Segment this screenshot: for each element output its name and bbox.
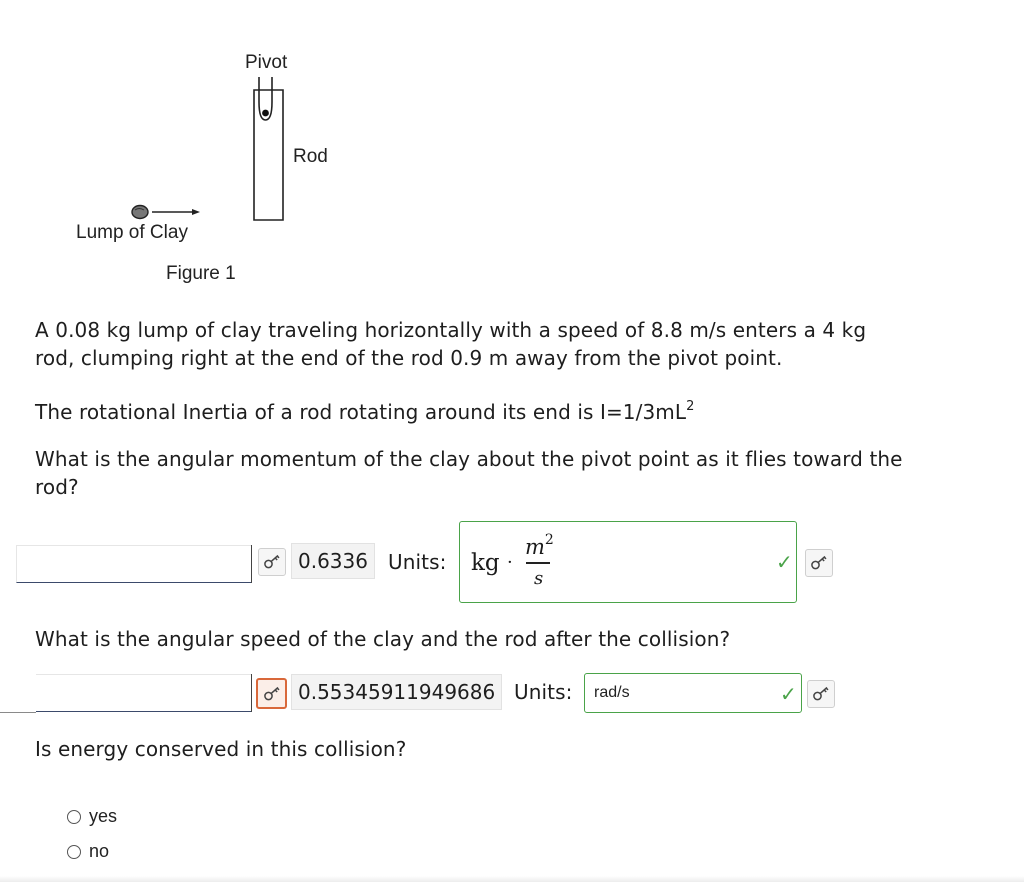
answer-1-units-key-button[interactable]	[805, 549, 833, 577]
rod-shape	[254, 90, 283, 220]
question-1-text: What is the angular momentum of the clay about the pivot point as it flies toward the rod?	[35, 447, 903, 499]
key-icon	[263, 686, 281, 702]
question-2-text: What is the angular speed of the clay and the rod after the collision?	[35, 627, 731, 651]
answer-2-key-button[interactable]	[256, 678, 287, 709]
clay-label: Lump of Clay	[76, 222, 188, 243]
answer-1-field[interactable]	[16, 545, 252, 583]
answer-1-units-label: Units:	[388, 550, 447, 574]
problem-statement: A 0.08 kg lump of clay traveling horizontally with a speed of 8.8 m/s enters a 4 kg rod, clumping right at the end of the rod 0.9 m away from the pivot point.	[35, 318, 867, 370]
answer-2-units-label: Units:	[514, 680, 573, 704]
key-icon	[812, 686, 830, 702]
divider	[251, 545, 252, 583]
collision-figure	[120, 72, 320, 227]
answer-2-value: 0.55345911949686	[291, 674, 502, 710]
velocity-arrow-icon	[152, 209, 200, 215]
answer-2-units-key-button[interactable]	[807, 680, 835, 708]
figure-caption: Figure 1	[166, 263, 236, 284]
radio-button[interactable]	[67, 845, 81, 859]
key-icon	[810, 555, 828, 571]
option-yes[interactable]: yes	[67, 806, 117, 827]
rod-label: Rod	[293, 146, 328, 167]
clay-lump-icon	[132, 206, 148, 219]
divider	[251, 674, 252, 712]
divider	[0, 876, 1024, 882]
radio-button[interactable]	[67, 810, 81, 824]
answer-1-units-box[interactable]: kg · $m^2$ s ✓	[459, 521, 797, 603]
divider	[0, 712, 36, 713]
answer-1-value: 0.6336	[291, 543, 375, 579]
inertia-formula: The rotational Inertia of a rod rotating around its end is $I=1/3mL^2$	[35, 399, 695, 424]
key-icon	[263, 554, 281, 570]
pivot-icon	[259, 77, 272, 90]
answer-1-key-button[interactable]	[258, 548, 286, 576]
answer-2-units-box[interactable]: rad/s ✓	[584, 673, 802, 713]
option-no[interactable]: no	[67, 841, 109, 862]
question-3-text: Is energy conserved in this collision?	[35, 737, 407, 761]
correct-check-icon: ✓	[780, 682, 797, 706]
answer-2-field[interactable]	[36, 674, 252, 712]
pivot-label: Pivot	[245, 52, 288, 73]
correct-check-icon: ✓	[776, 550, 793, 574]
